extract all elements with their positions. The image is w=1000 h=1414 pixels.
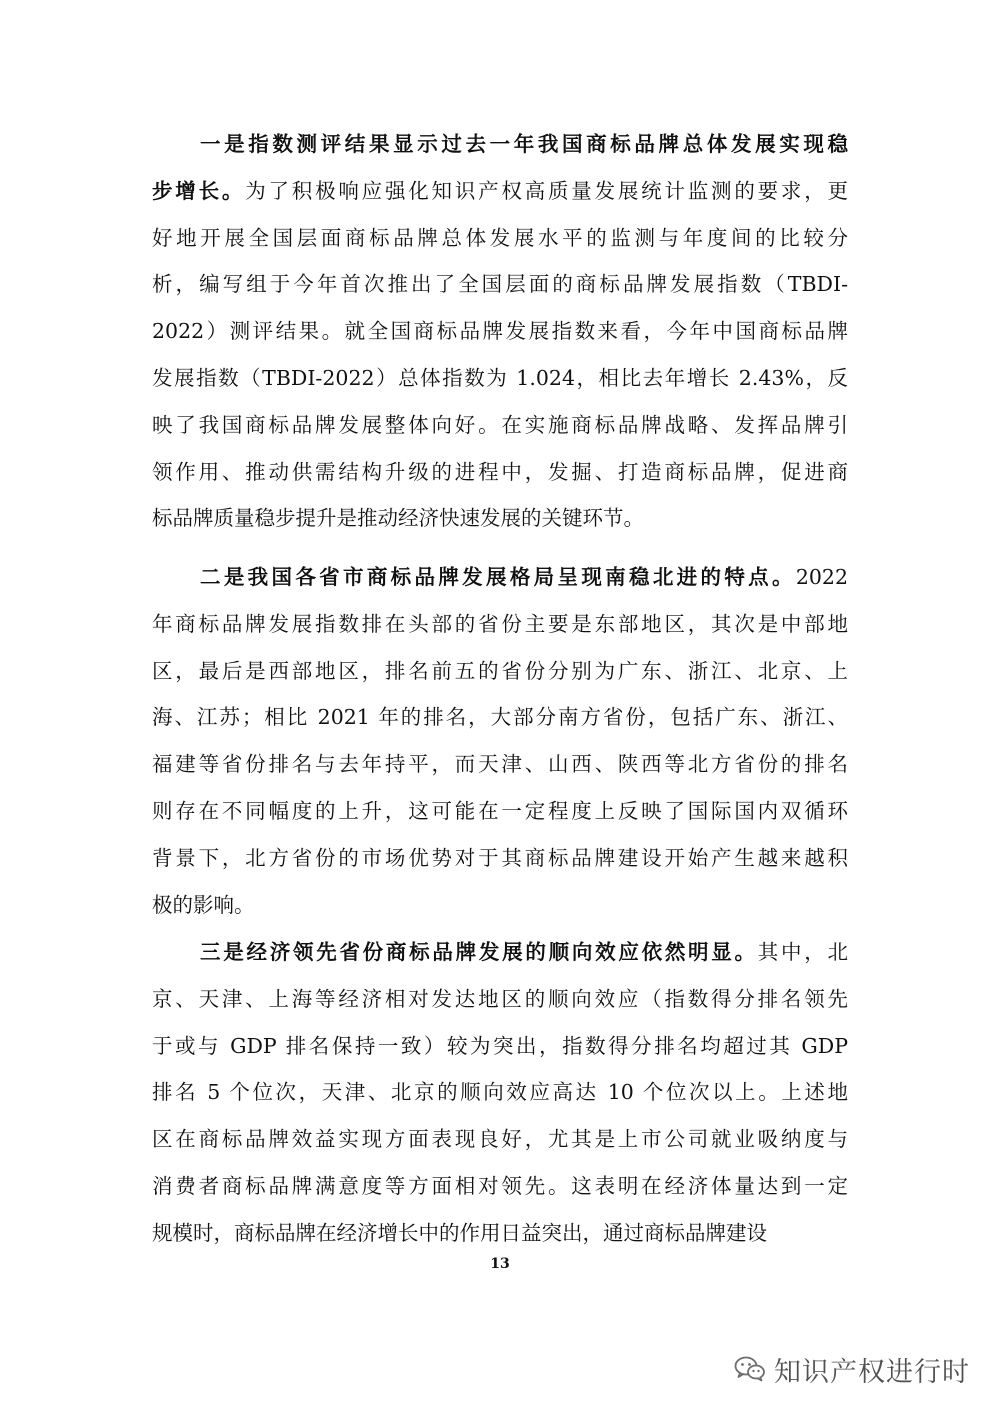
text-line	[152, 269, 848, 299]
text-line	[152, 609, 848, 639]
text-run: 映了我国商标品牌发展整体向好。在实施商标品牌战略、发挥品牌引	[152, 412, 848, 437]
text-run: 区在商标品牌效益实现方面表现良好，尤其是上市公司就业吸纳度与	[152, 1127, 848, 1152]
bold-lead-sentence: 二是我国各省市商标品牌发展格局呈现南稳北进的特点。	[200, 565, 796, 589]
bold-lead-sentence: 步增长。	[152, 178, 246, 203]
bold-lead-sentence: 一是指数测评结果显示过去一年我国商标品牌总体发展实现稳	[200, 132, 848, 156]
text-line	[152, 749, 848, 779]
text-line	[152, 176, 848, 206]
text-run: 京、天津、上海等经济相对发达地区的顺向效应（指数得分排名领先	[152, 986, 848, 1011]
text-run: 于或与 GDP 排名保持一致）较为突出，指数得分排名均超过其 GDP	[152, 1033, 848, 1058]
text-line	[152, 1171, 848, 1201]
text-line	[152, 843, 848, 873]
text-run: 海、江苏；相比 2021 年的排名，大部分南方省份，包括广东、浙江、	[152, 705, 848, 730]
text-run: 则存在不同幅度的上升，这可能在一定程度上反映了国际国内双循环	[152, 799, 848, 823]
text-line	[152, 890, 848, 920]
text-run: 极的影响。	[152, 892, 255, 917]
text-run: 发展指数（TBDI-2022）总体指数为 1.024，相比去年增长 2.43%，反	[152, 366, 848, 390]
text-line	[152, 410, 848, 440]
text-run: 2022）测评结果。就全国商标品牌发展指数来看，今年中国商标品牌	[152, 319, 848, 344]
bold-lead-sentence: 三是经济领先省份商标品牌发展的顺向效应依然明显。	[200, 940, 758, 964]
text-run: 析，编写组于今年首次推出了全国层面的商标品牌发展指数（TBDI-	[152, 272, 848, 297]
text-run: 规模时，商标品牌在经济增长中的作用日益突出，通过商标品牌建设	[152, 1220, 767, 1245]
text-run: 福建等省份排名与去年持平，而天津、山西、陕西等北方省份的排名	[152, 752, 848, 777]
text-run: 好地开展全国层面商标品牌总体发展水平的监测与年度间的比较分	[152, 225, 848, 250]
text-line	[152, 363, 848, 393]
wechat-icon	[734, 1355, 766, 1383]
text-run: 消费者商标品牌满意度等方面相对领先。这表明在经济体量达到一定	[152, 1174, 848, 1198]
text-run: 其中，北	[757, 940, 849, 964]
text-line	[152, 796, 848, 826]
watermark-text: 知识产权进行时	[774, 1356, 970, 1388]
text-line	[152, 1218, 848, 1248]
text-run: 背景下，北方省份的市场优势对于其商标品牌建设开始产生越来越积	[152, 845, 848, 870]
text-line	[152, 223, 848, 253]
text-line	[152, 1124, 848, 1154]
text-run: 标品牌质量稳步提升是推动经济快速发展的关键环节。	[152, 506, 644, 531]
text-line	[200, 937, 848, 967]
text-line	[152, 984, 848, 1014]
page-number: 13	[490, 1256, 510, 1272]
text-line	[152, 503, 848, 533]
text-line	[152, 316, 848, 346]
text-run: 排名 5 个位次，天津、北京的顺向效应高达 10 个位次以上。上述地	[152, 1080, 848, 1105]
text-line	[152, 702, 848, 732]
watermark	[734, 1349, 970, 1389]
text-run: 区，最后是西部地区，排名前五的省份分别为广东、浙江、北京、上	[152, 658, 848, 683]
text-line	[200, 562, 848, 592]
text-line	[200, 129, 848, 159]
text-line	[152, 656, 848, 686]
text-run: 领作用、推动供需结构升级的进程中，发掘、打造商标品牌，促进商	[152, 459, 848, 484]
text-line	[152, 1077, 848, 1107]
text-line	[152, 457, 848, 487]
text-run: 为了积极响应强化知识产权高质量发展统计监测的要求，更	[245, 178, 849, 203]
text-run: 2022	[795, 565, 848, 589]
text-run: 年商标品牌发展指数排在头部的省份主要是东部地区，其次是中部地	[152, 611, 848, 636]
text-line	[152, 1031, 848, 1061]
